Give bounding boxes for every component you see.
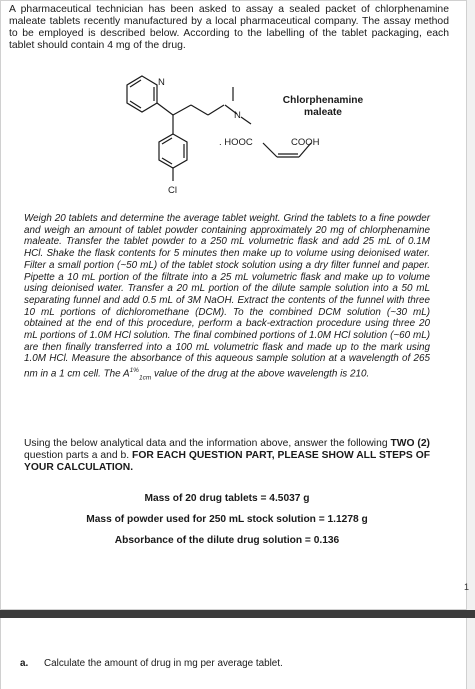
absorbance-value: Absorbance of the dilute drug solution = 0.136 (114, 535, 340, 546)
ring-nitrogen-label: N (158, 77, 165, 88)
question-a-label: a. (20, 658, 29, 669)
question-a (20, 658, 283, 669)
question-a-text: Calculate the amount of drug in mg per average tablet. (44, 658, 283, 669)
chemical-structure-diagram (101, 61, 376, 201)
pyridine-ring (127, 76, 157, 112)
chlorine-label: Cl (168, 185, 177, 196)
amine-nitrogen-label: N (234, 110, 241, 121)
maleate-cooh-label: COOH (291, 137, 320, 148)
assay-method-paragraph (24, 213, 430, 384)
method-text-end: value of the drug at the above wavelength is 210. (151, 368, 370, 380)
method-superscript: 1% (129, 367, 139, 375)
page-number: 1 (464, 582, 470, 592)
maleate-bond (263, 143, 277, 157)
intro-paragraph: A pharmaceutical technician has been asked to assay a sealed packet of chlorphenamine maleate tablets recently manufactured by a local pharmaceutical company. The assay method to be employed is described below. According to the labelling of the tablet packaging, each tablet should contain 4 mg of the drug. (9, 4, 449, 51)
instructions-paragraph (24, 438, 430, 474)
analytical-data (24, 493, 430, 556)
method-subscript: 1cm (138, 374, 152, 382)
compound-name-line2: maleate (304, 107, 342, 118)
instructions-text: Using the below analytical data and the information above, answer the following (24, 438, 391, 449)
instructions-bold-count: TWO (2) (390, 438, 430, 449)
mass-20-tablets: Mass of 20 drug tablets = 4.5037 g (144, 493, 310, 504)
document-page-2 (0, 618, 467, 689)
side-chain (173, 105, 191, 115)
page-separator (0, 610, 475, 618)
method-text: Weigh 20 tablets and determine the average tablet weight. Grind the tablets to a fine powder and weigh an amount of tablet powder containing approximately 20 mg of chlorphenamine maleate. Transfer the tablet powder to a 250 mL volumetric flask and add 25 mL of 0.1M HCl. Shake the flask contents for 5 minutes then make up to volume using deionised water. Filter a small portion (~50 mL) of the tablet stock solution using a dry filter funnel and paper. Pipette a 10 mL portion of the filtrate into a 25 mL volumetric flask and make up to volume using deionised water. Transfer a 20 mL portion of the dilute sample solution into a 50 mL separating funnel and add 0.5 mL of 3M NaOH. Extract the contents of the funnel with three 10 mL portions of dichloromethane (DCM). To the combined DCM solution (~30 mL) obtained at the end of this procedure, perform a back-extraction procedure using three 20 mL portions of 1.0M HCl solution. The final combined portions of 1.0M HCl solution (~60 mL) are then finally transferred into a 100 mL volumetric flask and made up to the mark using 1.0M HCl. Measure the absorbance of this aqueous sample solution at a wavelength of 265 nm in a 1 cm cell. The A (24, 213, 430, 380)
compound-name-line1: Chlorphenamine (282, 95, 364, 106)
compound-name (278, 95, 368, 119)
instructions-bold-directive: FOR EACH QUESTION PART, PLEASE SHOW ALL STEPS OF YOUR CALCULATION. (24, 450, 431, 473)
instructions-text-2: question parts a and b. (24, 450, 133, 461)
maleate-hooc-label: . HOOC (219, 137, 253, 148)
mass-powder: Mass of powder used for 250 mL stock solution = 1.1278 g (86, 514, 368, 525)
chlorobenzene-ring (159, 134, 187, 168)
